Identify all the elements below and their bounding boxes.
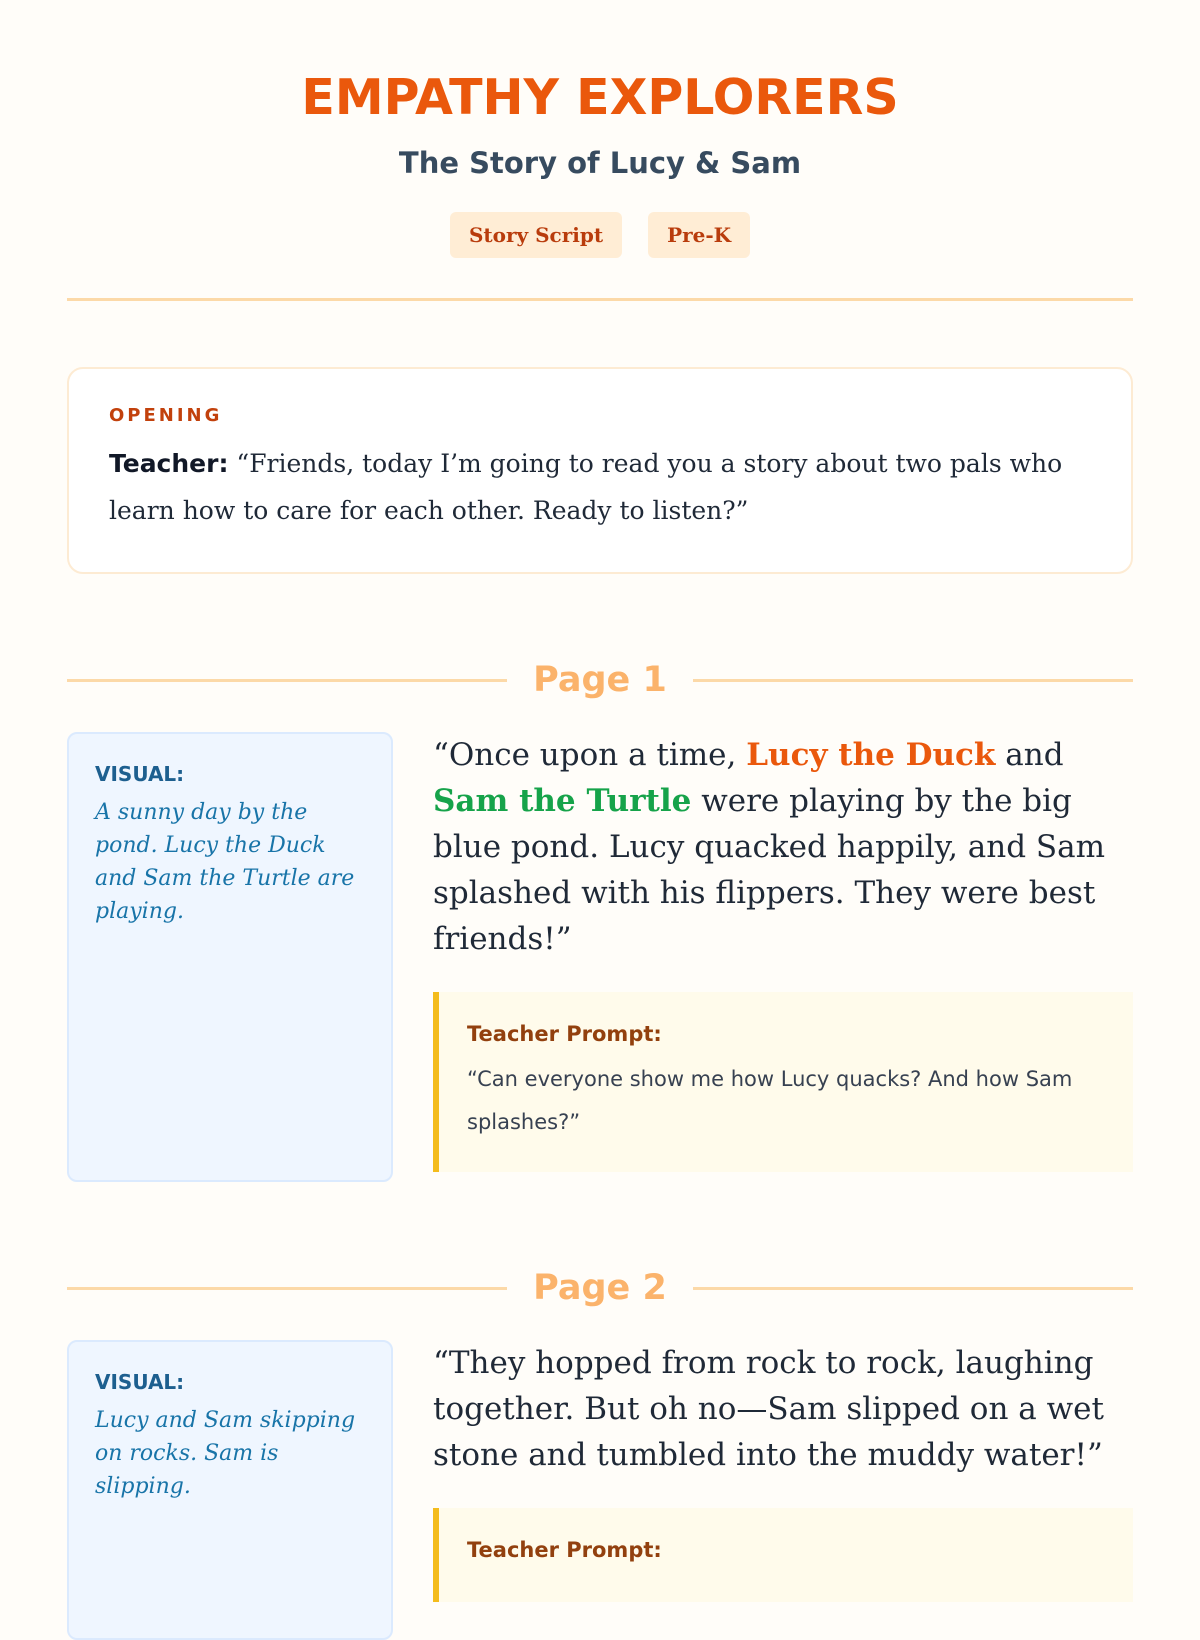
story-script-page (67, 0, 1133, 1640)
story-text-1 (433, 732, 1133, 962)
teacher-prompt-box-1 (433, 992, 1133, 1172)
page-divider-2 (67, 1266, 1133, 1310)
divider-line-left (67, 1287, 507, 1290)
story-column-2 (433, 1340, 1133, 1640)
story-segment: and (995, 737, 1064, 773)
opening-card (67, 367, 1133, 574)
divider-line-right (693, 1287, 1133, 1290)
story-segment: were playing by the big blue pond. Lucy quacked happily, and Sam splashed with his flippers. They were best friends!” (433, 783, 1106, 957)
opening-quote: “Friends, today I’m going to read you a story about two pals who learn how to care for each other. Ready to listen?” (109, 449, 1063, 525)
opening-label: OPENING (109, 405, 223, 426)
divider-line-left (67, 679, 507, 682)
character-lucy: Lucy the Duck (746, 737, 996, 773)
visual-label: VISUAL: (95, 762, 185, 786)
teacher-prompt-box-2 (433, 1508, 1133, 1602)
opening-text (109, 440, 1091, 534)
visual-box-2 (67, 1340, 393, 1640)
visual-box-1 (67, 732, 393, 1182)
teacher-prompt-label: Teacher Prompt: (467, 1538, 662, 1562)
speaker-label: Teacher: (109, 449, 229, 478)
story-column-1 (433, 732, 1133, 1182)
visual-description: A sunny day by the pond. Lucy the Duck and Sam the Turtle are playing. (95, 800, 355, 924)
visual-description: Lucy and Sam skipping on rocks. Sam is slipping. (95, 1408, 356, 1499)
header (67, 68, 1133, 258)
page-divider-1 (67, 658, 1133, 702)
header-divider (67, 298, 1133, 301)
story-text-2: “They hopped from rock to rock, laughing together. But oh no—Sam slipped on a wet stone and tumbled into the muddy water!” (433, 1345, 1104, 1473)
page-title: EMPATHY EXPLORERS (301, 69, 899, 126)
page-spread-2 (67, 1340, 1133, 1640)
story-segment: “Once upon a time, (433, 737, 747, 773)
page-label-1: Page 1 (533, 660, 667, 700)
tag-story-script: Story Script (450, 212, 622, 258)
tag-grade-level: Pre-K (648, 212, 750, 258)
character-sam: Sam the Turtle (433, 783, 692, 819)
teacher-prompt-text: “Can everyone show me how Lucy quacks? And how Sam splashes?” (467, 1067, 1073, 1134)
page-subtitle: The Story of Lucy & Sam (398, 146, 802, 180)
page-label-2: Page 2 (533, 1268, 667, 1308)
teacher-prompt-label: Teacher Prompt: (467, 1022, 662, 1046)
page-spread-1 (67, 732, 1133, 1182)
tag-list (67, 212, 1133, 258)
divider-line-right (693, 679, 1133, 682)
visual-label: VISUAL: (95, 1370, 185, 1394)
